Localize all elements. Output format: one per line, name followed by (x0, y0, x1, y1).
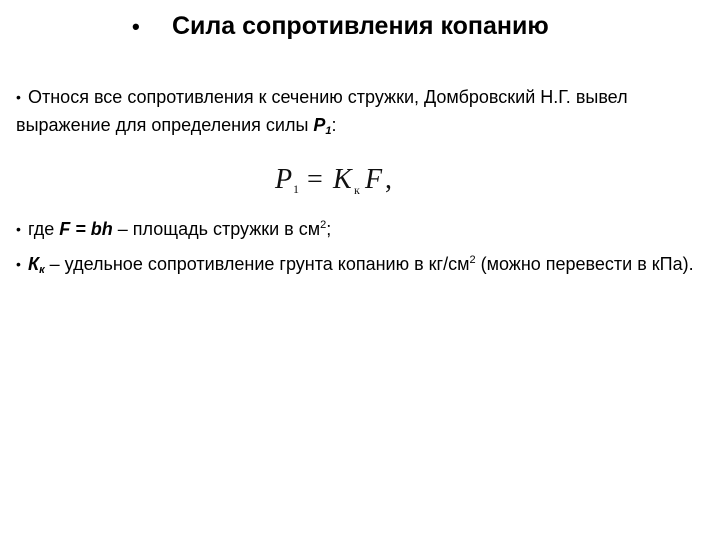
formula-svg (271, 158, 431, 198)
paragraph-text: – удельное сопротивление грунта копанию в кг/см (44, 254, 470, 274)
resistance-variable: К (28, 254, 40, 274)
paragraph-bullet: • (16, 89, 21, 105)
formula-comma: , (385, 164, 392, 195)
area-expression: F = bh (59, 219, 113, 239)
paragraph-tail: (можно перевести в кПа). (475, 254, 694, 274)
formula-lhs-sub: 1 (293, 182, 299, 196)
paragraph-bullet: • (16, 256, 21, 272)
paragraph-bullet: • (16, 221, 21, 237)
paragraph-specific-resistance (16, 250, 706, 278)
paragraph-area (16, 215, 706, 243)
paragraph-colon: : (331, 115, 337, 135)
paragraph-text: – площадь стружки в см (112, 219, 321, 239)
paragraph-text: Относя все сопротивления к сечению стружки, Домбровский Н.Г. вывел выражение для определения силы (16, 87, 628, 135)
title-bullet: • (132, 14, 140, 39)
formula-k: K (333, 164, 352, 195)
formula-image (271, 158, 431, 198)
unit-superscript: 2 (320, 219, 327, 231)
slide-title (132, 8, 692, 44)
formula-lhs: P (275, 164, 293, 195)
force-subscript: 1 (325, 125, 332, 137)
force-variable: P (313, 115, 326, 135)
resistance-subscript: к (39, 264, 45, 276)
paragraph-lead: где (28, 219, 60, 239)
unit-superscript: 2 (469, 254, 476, 266)
formula-f: F (365, 164, 383, 195)
formula-k-sub: к (354, 183, 360, 197)
paragraph-dombrovsky (16, 83, 706, 139)
title-text: Сила сопротивления копанию (172, 12, 549, 40)
formula-equals: = (307, 164, 323, 195)
paragraph-tail: ; (326, 219, 332, 239)
